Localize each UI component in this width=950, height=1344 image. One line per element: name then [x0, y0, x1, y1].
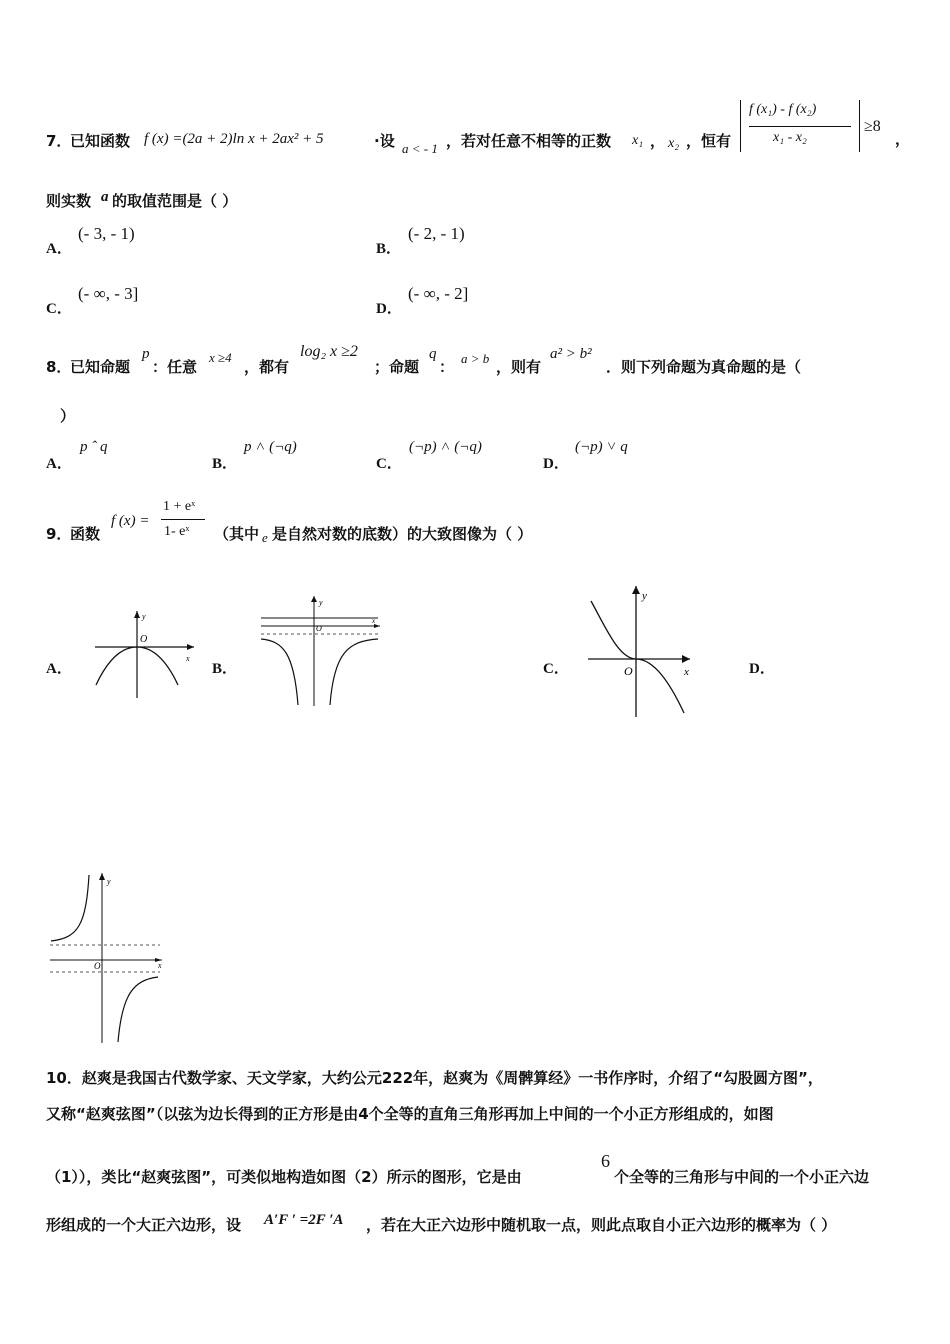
- q7-text-1: 已知函数: [70, 132, 131, 150]
- q7-option-b-label[interactable]: B．: [376, 241, 402, 257]
- q7-abs-fraction: [740, 100, 860, 152]
- q10-line-4b: ，若在大正六边形中随机取一点，则此点取自小正六边形的概率为（ ）: [366, 1216, 837, 1234]
- q10-line-2: 又称“赵爽弦图”（以弦为边长得到的正方形是由4个全等的直角三角形再加上中间的一个小正方形组成的，如图: [46, 1105, 774, 1123]
- q9-b-origin-label: O: [316, 624, 322, 633]
- q8-text-7: ．则下列命题为真命题的是（: [606, 358, 802, 376]
- q7-option-b-text: (- 2, - 1): [408, 224, 465, 243]
- q8-cond-2: log₂ x ≥2: [300, 343, 358, 360]
- q9-denominator: 1- eˣ: [164, 524, 190, 539]
- q8-option-a-text: p ˆ q: [80, 439, 108, 455]
- q9-b-y-label: y: [319, 598, 323, 607]
- q9-c-origin-label: O: [624, 664, 633, 678]
- q10-line-4a: 形组成的一个大正六边形，设: [46, 1216, 242, 1234]
- q9-c-y-label: y: [642, 590, 647, 602]
- q7-fraction-bar: [749, 126, 851, 127]
- q8-text-1: 已知命题: [70, 358, 131, 376]
- q7-fraction-denominator: x₁ - x₂: [773, 130, 807, 145]
- q7-text-4: ，恒有: [686, 132, 732, 150]
- q7-option-d-text: (- ∞, - 2]: [408, 284, 469, 303]
- q8-option-b-text: p ˄ (¬q): [244, 439, 297, 455]
- q10-condition: A′F ′ =2F ′A: [264, 1212, 344, 1228]
- q9-a-x-label: x: [186, 654, 190, 663]
- q8-number: 8．: [46, 358, 72, 376]
- q7-fraction-numerator: f (x₁) - f (x₂): [749, 102, 817, 117]
- q9-d-y-label: y: [107, 877, 111, 886]
- q9-graph-a: [90, 605, 200, 700]
- q8-option-a-label[interactable]: A．: [46, 456, 72, 472]
- q9-fraction-bar: [161, 519, 205, 520]
- q8-option-d-label[interactable]: D．: [543, 456, 569, 472]
- q9-d-x-label: x: [158, 961, 162, 970]
- q7-comma: ，: [650, 132, 666, 150]
- q7-var-a: a: [101, 189, 109, 205]
- q9-fx: f (x) =: [111, 513, 150, 529]
- q9-e: e: [262, 530, 268, 545]
- q9-c-x-label: x: [684, 666, 689, 678]
- q10-six: 6: [601, 1151, 610, 1171]
- q7-end: ，: [895, 130, 911, 148]
- q7-option-a-label[interactable]: A．: [46, 241, 72, 257]
- q7-x1: x₁: [632, 133, 644, 148]
- q7-ge: ≥8: [864, 118, 881, 135]
- q9-option-a-label[interactable]: A．: [46, 661, 72, 677]
- q9-numerator: 1 + eˣ: [163, 499, 196, 514]
- q9-d-origin-label: O: [94, 961, 101, 971]
- q7-line2: 则实数: [46, 192, 92, 210]
- q7-option-a-text: (- 3, - 1): [78, 224, 135, 243]
- q9-a-origin-label: O: [140, 634, 148, 645]
- q8-option-b-label[interactable]: B．: [212, 456, 238, 472]
- q10-line-3a: （1）），类比“赵爽弦图”，可类似地构造如图（2）所示的图形，它是由: [46, 1168, 522, 1186]
- q8-text-4: ；命题: [374, 358, 420, 376]
- q8-option-c-text: (¬p) ˄ (¬q): [409, 439, 482, 455]
- q7-text-2: ·设: [374, 132, 395, 150]
- q8-text-3: ，都有: [244, 358, 290, 376]
- q10-line-3b: 个全等的三角形与中间的一个小正六边: [614, 1168, 870, 1186]
- q8-close-paren: ）: [60, 407, 76, 425]
- q9-option-c-label[interactable]: C．: [543, 661, 569, 677]
- q7-condition: a < - 1: [402, 141, 438, 156]
- q9-text-2: （其中: [214, 525, 260, 543]
- q7-text-3: ，若对任意不相等的正数: [446, 132, 612, 150]
- q8-text-6: ，则有: [496, 358, 542, 376]
- q8-text-2: ：任意: [152, 358, 198, 376]
- q7-option-d-label[interactable]: D．: [376, 301, 402, 317]
- q8-text-5: ：: [439, 358, 455, 376]
- q9-number: 9．: [46, 525, 72, 543]
- q8-option-c-label[interactable]: C．: [376, 456, 402, 472]
- q8-option-d-text: (¬p) ˅ q: [575, 439, 628, 455]
- q9-text-3: 是自然对数的底数）的大致图像为（ ）: [272, 525, 533, 543]
- q7-x2: x₂: [668, 136, 680, 151]
- q8-cond-1: x ≥4: [209, 350, 232, 365]
- q7-line2b: 的取值范围是（ ）: [112, 192, 238, 210]
- q9-option-d-label[interactable]: D．: [749, 661, 775, 677]
- q9-graph-d: [48, 870, 168, 1045]
- q8-cond-4: a² > b²: [550, 346, 592, 362]
- q9-option-b-label[interactable]: B．: [212, 661, 238, 677]
- q9-graph-b: [258, 593, 383, 708]
- q8-cond-3: a > b: [461, 351, 490, 366]
- q10-line-1: 10．赵爽是我国古代数学家、天文学家，大约公元222年，赵爽为《周髀算经》一书作序时，介绍了“勾股圆方图”，: [46, 1069, 823, 1087]
- q9-a-y-label: y: [142, 612, 146, 621]
- q7-option-c-label[interactable]: C．: [46, 301, 72, 317]
- q7-number: 7．: [46, 132, 72, 150]
- q9-graph-c: [584, 583, 696, 720]
- q9-text-1: 函数: [70, 525, 101, 543]
- q9-b-x-label: x: [372, 617, 376, 625]
- q7-option-c-text: (- ∞, - 3]: [78, 284, 139, 303]
- q8-q: q: [429, 346, 437, 362]
- q7-function: f (x) =(2a + 2)ln x + 2ax² + 5: [144, 131, 324, 147]
- q8-p: p: [142, 346, 150, 362]
